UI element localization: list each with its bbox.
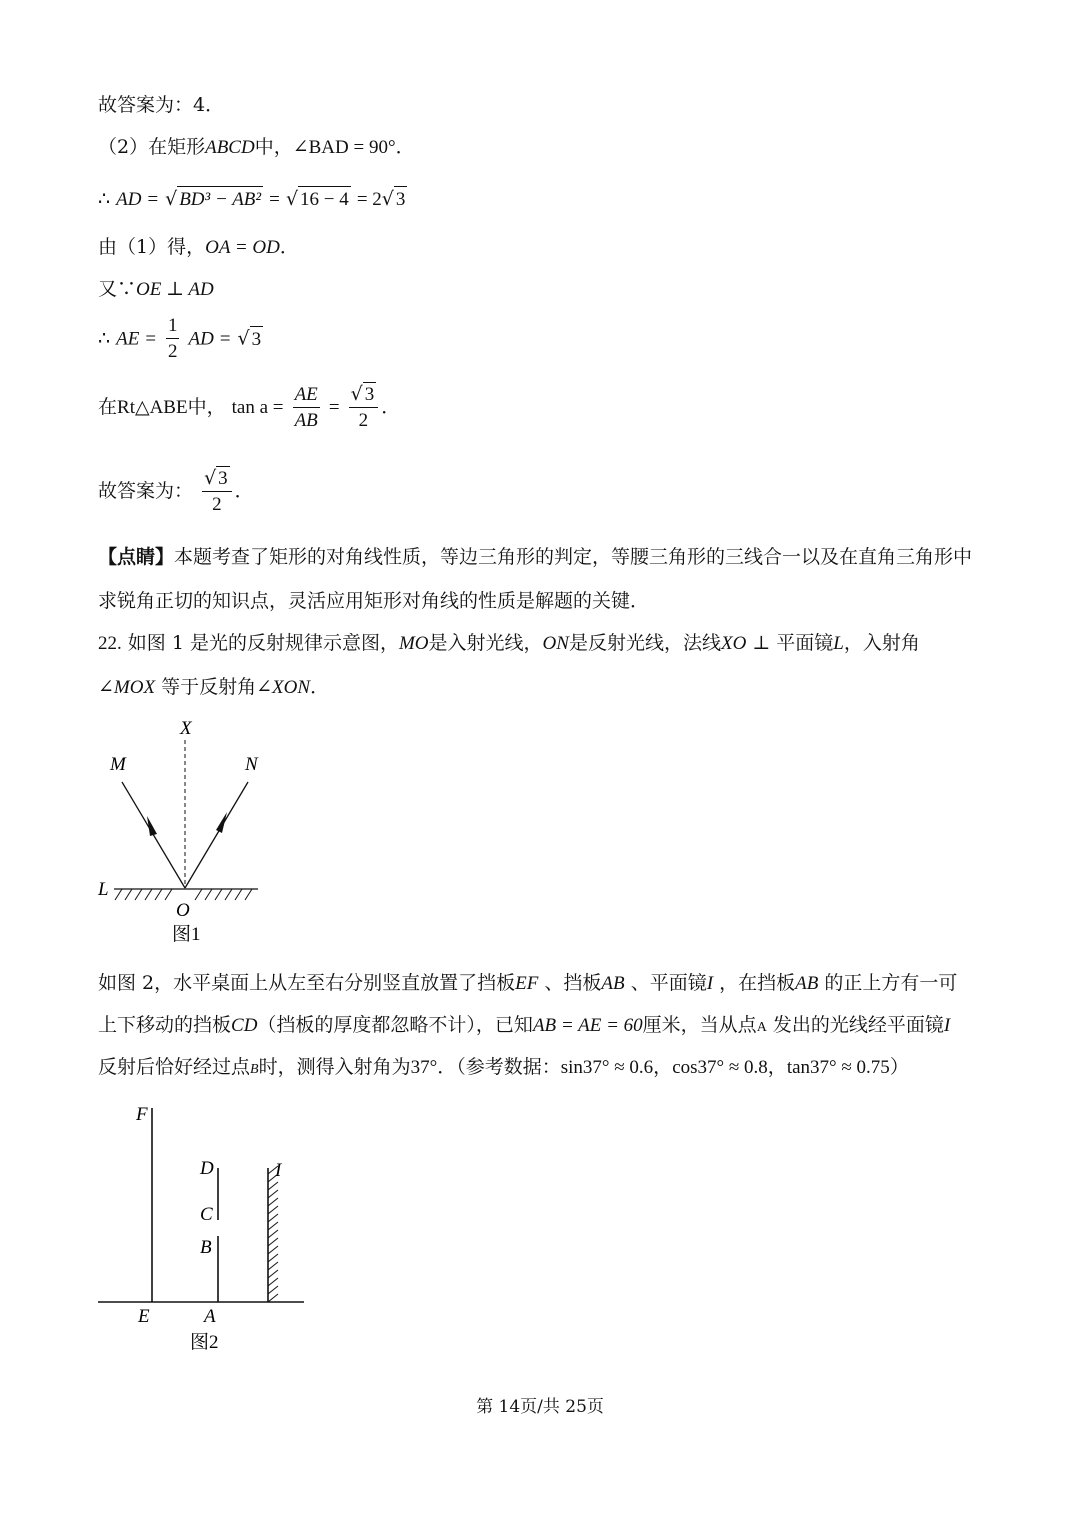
oe-perp-line: 又∵OE ⊥ AD [98,278,214,300]
question-22-line-1: 22. 如图 1 是光的反射规律示意图，MO是入射光线，ON是反射光线，法线XO ⊥ 平面镜L，入射角 [98,632,920,654]
problem-line-1: 如图 2，水平桌面上从左至右分别竖直放置了挡板EF 、挡板AB 、平面镜I ，在挡板AB 的正上方有一可 [98,972,958,994]
problem-line-2: 上下移动的挡板CD（挡板的厚度都忽略不计），已知AB = AE = 60厘米，当从点A 发出的光线经平面镜I [98,1014,951,1036]
commentary-line-2: 求锐角正切的知识点，灵活应用矩形对角线的性质是解题的关键． [98,590,650,612]
fig1-label-l: L [98,879,109,900]
fraction-ae-ab: $\frac{AE}{AB}$ [294,383,318,431]
fig2-label-e: E [138,1306,150,1327]
figure-1-reflection-diagram [90,712,290,952]
fig1-reflected-ray [185,782,248,888]
commentary-line-1: 【点睛】本题考查了矩形的对角线性质，等边三角形的判定，等腰三角形的三线合一以及在直角三角形中 [98,546,973,568]
ad-equation: ∴ AD = √ BD³ − AB² = √ 16 − 4 = 2√ 3 [98,186,407,213]
fraction-sqrt3-2: $\frac{√ 3}{2}$ [349,382,379,434]
fig1-reflected-arrow [216,812,227,833]
question-22-line-2: ∠MOX 等于反射角∠XON． [98,676,330,698]
fig2-label-f: F [136,1104,148,1125]
fig1-label-n: N [245,754,258,775]
answer-line-1: 故答案为：4． [98,94,225,116]
fig2-mirror-hatching [268,1166,278,1302]
final-answer: 故答案为： $\frac{√ 3}{2}$ ． [98,466,254,518]
fig1-caption: 图1 [172,924,201,945]
part2-line: （2）在矩形ABCD中，∠BAD = 90°． [98,136,415,158]
fig2-label-d: D [200,1158,214,1179]
fig1-label-m: M [110,754,126,775]
ae-equation: ∴ AE = $\frac{1}{2}$ AD = √ 3 [98,314,263,365]
fig1-label-o: O [176,900,190,921]
fig1-incident-arrow [147,816,157,836]
fraction-one-half: $\frac{1}{2}$ [167,315,178,362]
fig2-label-a: A [204,1306,216,1327]
fraction-final: $\frac{√ 3}{2}$ [202,466,232,518]
fig2-label-i: I [275,1160,282,1181]
fig1-label-x: X [180,718,192,739]
tan-equation: 在Rt△ABE中， tan a = $\frac{AE}{AB}$ = $\frac{√ 3}{2}$ ． [98,382,400,434]
fig2-label-b: B [200,1237,212,1258]
fig2-label-c: C [200,1204,213,1225]
fig1-mirror-hatching [115,889,252,900]
oa-od-line: 由（1）得，OA = OD． [98,236,299,258]
figure-2-barrier-diagram [90,1096,320,1361]
fig2-caption: 图2 [190,1332,219,1353]
problem-line-3: 反射后恰好经过点B时，测得入射角为37°．（参考数据：sin37° ≈ 0.6，cos37° ≈ 0.8，tan37° ≈ 0.75） [98,1056,909,1078]
page-footer: 第 14页/共 25页 [476,1397,604,1417]
